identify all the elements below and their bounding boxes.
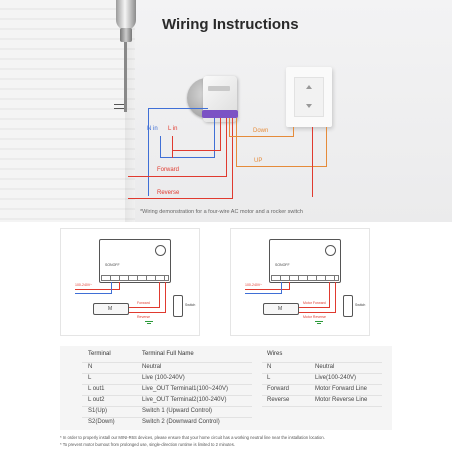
reverse-wire bbox=[232, 118, 233, 199]
full-name-cell: Switch 2 (Downward Control) bbox=[142, 419, 220, 425]
neutral-wire bbox=[160, 136, 161, 158]
terminal-cell: L bbox=[88, 375, 92, 381]
full-name-cell: Switch 1 (Upward Control) bbox=[142, 408, 213, 414]
row-divider bbox=[82, 384, 252, 385]
neutral-line bbox=[75, 293, 111, 294]
ground-symbol bbox=[147, 323, 151, 324]
wire-description-cell: Neutral bbox=[315, 364, 335, 370]
header-wires: Wires bbox=[267, 351, 283, 357]
wire-description-cell: Live(100-240V) bbox=[315, 375, 357, 381]
up-wire bbox=[326, 127, 327, 167]
forward-line bbox=[299, 307, 329, 308]
switch-box bbox=[343, 295, 353, 317]
roller-blind bbox=[0, 0, 135, 222]
live-drop bbox=[119, 282, 120, 290]
schematic-left bbox=[60, 228, 200, 336]
row-divider bbox=[262, 373, 382, 374]
full-name-cell: Live_OUT Terminal1(100~240V) bbox=[142, 386, 228, 392]
up-wire bbox=[236, 118, 237, 167]
full-name-cell: Live_OUT Terminal2(100-240V) bbox=[142, 397, 227, 403]
voltage-label: 100-240V~ bbox=[245, 283, 263, 287]
wire-cell: N bbox=[267, 364, 272, 370]
live-drop bbox=[289, 282, 290, 290]
label-up: UP bbox=[254, 158, 263, 164]
rocker-switch bbox=[294, 77, 324, 117]
wire-description-cell: Motor Forward Line bbox=[315, 386, 368, 392]
row-divider bbox=[262, 362, 382, 363]
cable-clip bbox=[114, 108, 124, 109]
wiring-photo bbox=[0, 0, 452, 222]
neutral-wire bbox=[148, 108, 149, 196]
row-divider bbox=[262, 406, 382, 407]
module-knob bbox=[325, 245, 336, 256]
note-runtime: * To prevent motor burnout from prolonged use, single-direction runtime is limited to 2 minutes. bbox=[60, 442, 235, 447]
row-divider bbox=[262, 395, 382, 396]
terminal-cell: L out2 bbox=[88, 397, 105, 403]
terminal-cell: S1(Up) bbox=[88, 408, 108, 414]
reverse-line bbox=[299, 312, 335, 313]
cable-clip bbox=[114, 104, 124, 105]
terminal-row bbox=[271, 275, 339, 281]
row-divider bbox=[82, 417, 252, 418]
note-neutral: * In order to properly install our MINI-R6S devices, please ensure that your home circuit has a working neutral line near the installation location. bbox=[60, 435, 325, 440]
forward-wire bbox=[226, 118, 227, 177]
terminal-cell: N bbox=[88, 364, 93, 370]
ground-symbol bbox=[315, 321, 323, 322]
forward-drop bbox=[159, 282, 160, 308]
neutral-wire bbox=[148, 108, 208, 109]
label-forward: Forward bbox=[157, 167, 180, 173]
blind-tube bbox=[116, 0, 136, 30]
forward-label: Forward bbox=[137, 301, 150, 305]
row-divider bbox=[82, 373, 252, 374]
live-line bbox=[245, 289, 289, 290]
terminal-cell: L out1 bbox=[88, 386, 105, 392]
terminal-row bbox=[101, 275, 169, 281]
reverse-wire bbox=[128, 198, 232, 199]
down-wire bbox=[229, 118, 230, 137]
down-wire bbox=[229, 136, 293, 137]
neutral-drop bbox=[111, 282, 112, 294]
module-brand: SONOFF bbox=[275, 263, 290, 267]
label-n-in: N in bbox=[147, 126, 158, 132]
ground-symbol bbox=[317, 323, 321, 324]
neutral-wire bbox=[160, 157, 214, 158]
module-knob bbox=[155, 245, 166, 256]
header-full-name: Terminal Full Name bbox=[142, 351, 194, 357]
reverse-drop bbox=[165, 282, 166, 313]
neutral-wire bbox=[214, 118, 215, 158]
module-brand: SONOFF bbox=[105, 263, 120, 267]
wire-cell: Reverse bbox=[267, 397, 290, 403]
live-wire bbox=[220, 118, 221, 151]
neutral-line bbox=[245, 293, 281, 294]
blind-tube-cap bbox=[120, 28, 132, 42]
switch-label: Switch bbox=[355, 303, 366, 307]
switch-live-wire bbox=[312, 127, 313, 197]
page-title: Wiring Instructions bbox=[162, 16, 299, 33]
wire-description-cell: Motor Reverse Line bbox=[315, 397, 368, 403]
full-name-cell: Neutral bbox=[142, 364, 162, 370]
reverse-drop bbox=[335, 282, 336, 313]
header-terminal: Terminal bbox=[88, 351, 111, 357]
module-terminal-band bbox=[202, 110, 238, 118]
motor-symbol: M bbox=[278, 306, 283, 312]
neutral-drop bbox=[281, 282, 282, 294]
switch-box bbox=[173, 295, 183, 317]
forward-wire bbox=[128, 176, 226, 177]
wire-cell: Forward bbox=[267, 386, 290, 392]
row-divider bbox=[82, 395, 252, 396]
reverse-label: Reverse bbox=[137, 315, 151, 319]
down-wire bbox=[293, 127, 294, 137]
voltage-label: 100-240V~ bbox=[75, 283, 93, 287]
live-wire bbox=[172, 136, 173, 158]
forward-drop bbox=[329, 282, 330, 308]
full-name-cell: Live (100-240V) bbox=[142, 375, 185, 381]
live-line bbox=[75, 289, 119, 290]
label-l-in: L in bbox=[168, 126, 178, 132]
forward-line bbox=[129, 307, 159, 308]
row-divider bbox=[262, 384, 382, 385]
row-divider bbox=[82, 362, 252, 363]
row-divider bbox=[82, 406, 252, 407]
switch-label: Switch bbox=[185, 303, 196, 307]
label-down: Down bbox=[253, 128, 269, 134]
reverse-label: Motor Reverse bbox=[303, 315, 326, 319]
schematic-right bbox=[230, 228, 370, 336]
motor-symbol: M bbox=[108, 306, 113, 312]
forward-label: Motor Forward bbox=[303, 301, 326, 305]
photo-caption: *Wiring demonstration for a four-wire AC motor and a rocker switch bbox=[140, 209, 303, 215]
wire-cell: L bbox=[267, 375, 271, 381]
motor-cable bbox=[124, 42, 127, 112]
live-wire bbox=[172, 150, 220, 151]
arrow-down-icon bbox=[306, 104, 312, 108]
label-reverse: Reverse bbox=[157, 190, 180, 196]
reverse-line bbox=[129, 312, 165, 313]
arrow-up-icon bbox=[306, 85, 312, 89]
ground-symbol bbox=[145, 321, 153, 322]
module-logo bbox=[208, 86, 230, 91]
terminal-table bbox=[60, 346, 392, 430]
terminal-cell: S2(Down) bbox=[88, 419, 115, 425]
